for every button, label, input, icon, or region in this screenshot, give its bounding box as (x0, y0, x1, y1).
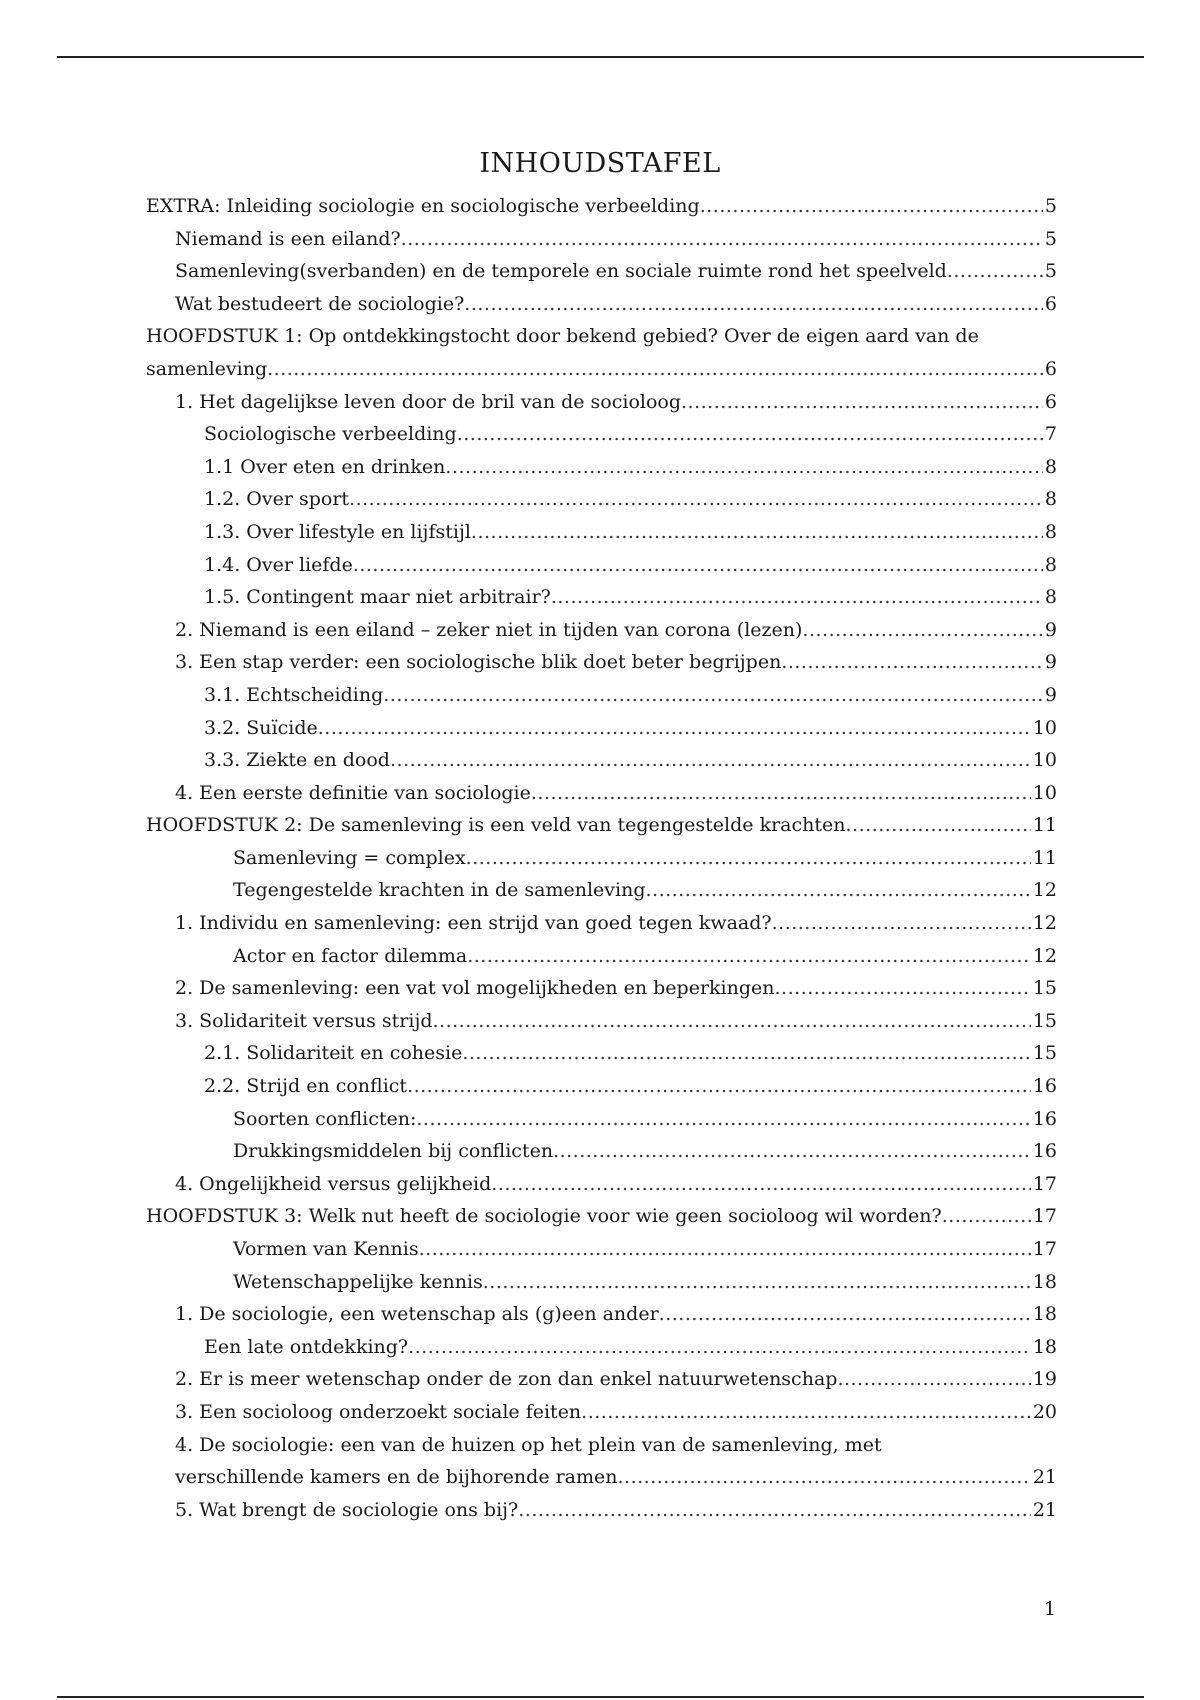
toc-page-number: 5 (1043, 255, 1057, 288)
toc-page-number: 10 (1031, 777, 1057, 810)
toc-entry[interactable]: 2. Niemand is een eiland – zeker niet in tijden van corona (lezen) ..... 9 (146, 614, 1057, 647)
page-title: INHOUDSTAFEL (479, 148, 721, 179)
toc-page-number: 19 (1031, 1363, 1057, 1396)
toc-entry[interactable]: Soorten conflicten: ..... 16 (146, 1103, 1057, 1136)
toc-page-number: 18 (1031, 1298, 1057, 1331)
toc-page-number: 8 (1043, 581, 1057, 614)
toc-entry[interactable]: 1.4. Over liefde ..... 8 (146, 549, 1057, 582)
toc-page-number: 16 (1031, 1070, 1057, 1103)
toc-page-number: 5 (1043, 190, 1057, 223)
toc-entry[interactable]: Wat bestudeert de sociologie? ..... 6 (146, 288, 1057, 321)
toc-entry[interactable]: 2. Er is meer wetenschap onder de zon dan enkel natuurwetenschap ..... 19 (146, 1363, 1057, 1396)
toc-page-number: 6 (1043, 288, 1057, 321)
toc-entry[interactable]: 1.2. Over sport ..... 8 (146, 483, 1057, 516)
toc-entry[interactable]: Actor en factor dilemma ..... 12 (146, 940, 1057, 973)
toc-entry[interactable]: Sociologische verbeelding ..... 7 (146, 418, 1057, 451)
toc-page-number: 9 (1043, 646, 1057, 679)
toc-page-number: 21 (1031, 1461, 1057, 1494)
toc-page-number: 11 (1031, 809, 1057, 842)
toc-entry[interactable]: HOOFDSTUK 2: De samenleving is een veld van tegengestelde krachten ..... 11 (146, 809, 1057, 842)
toc-entry[interactable]: 5. Wat brengt de sociologie ons bij? ..... 21 (146, 1494, 1057, 1527)
toc-entry[interactable]: 3.3. Ziekte en dood ..... 10 (146, 744, 1057, 777)
toc-page-number: 15 (1031, 1037, 1057, 1070)
toc-page-number: 18 (1031, 1331, 1057, 1364)
toc-entry[interactable]: 2. De samenleving: een vat vol mogelijkheden en beperkingen ..... 15 (146, 972, 1057, 1005)
toc-page-number: 15 (1031, 972, 1057, 1005)
toc-entry[interactable]: 2.2. Strijd en conflict ..... 16 (146, 1070, 1057, 1103)
toc-entry[interactable]: 3. Solidariteit versus strijd ..... 15 (146, 1005, 1057, 1038)
toc-entry[interactable]: 3. Een stap verder: een sociologische blik doet beter begrijpen ..... 9 (146, 646, 1057, 679)
toc-entry[interactable]: Samenleving = complex ..... 11 (146, 842, 1057, 875)
toc-entry[interactable]: 3.1. Echtscheiding ..... 9 (146, 679, 1057, 712)
toc-page-number: 15 (1031, 1005, 1057, 1038)
toc-entry[interactable]: 1. De sociologie, een wetenschap als (g)een ander ..... 18 (146, 1298, 1057, 1331)
toc-page-number: 12 (1031, 874, 1057, 907)
toc-entry[interactable]: Vormen van Kennis ..... 17 (146, 1233, 1057, 1266)
toc-entry[interactable]: 1.3. Over lifestyle en lijfstijl ..... 8 (146, 516, 1057, 549)
toc-page-number: 17 (1031, 1233, 1057, 1266)
toc-page-number: 7 (1043, 418, 1057, 451)
toc-entry[interactable]: Samenleving(sverbanden) en de temporele en sociale ruimte rond het speelveld ..... 5 (146, 255, 1057, 288)
toc-page-number: 18 (1031, 1266, 1057, 1299)
toc-entry[interactable]: Een late ontdekking? ..... 18 (146, 1331, 1057, 1364)
toc-page-number: 17 (1031, 1168, 1057, 1201)
toc-page-number: 21 (1031, 1494, 1057, 1527)
toc-entry[interactable]: HOOFDSTUK 3: Welk nut heeft de sociologie voor wie geen socioloog wil worden? ..... 17 (146, 1200, 1057, 1233)
toc-entry[interactable]: 3.2. Suïcide ..... 10 (146, 712, 1057, 745)
toc-page-number: 8 (1043, 549, 1057, 582)
toc-entry[interactable]: 4. Ongelijkheid versus gelijkheid ..... 17 (146, 1168, 1057, 1201)
toc-page-number: 9 (1043, 679, 1057, 712)
toc-entry[interactable]: 4. Een eerste definitie van sociologie ..... 10 (146, 777, 1057, 810)
toc-page-number: 20 (1031, 1396, 1057, 1429)
page-number: 1 (1043, 1598, 1056, 1620)
table-of-contents (146, 190, 1057, 1526)
toc-page-number: 9 (1043, 614, 1057, 647)
toc-entry[interactable]: Niemand is een eiland? ..... 5 (146, 223, 1057, 256)
toc-page-number: 12 (1031, 907, 1057, 940)
toc-entry[interactable]: 1. Individu en samenleving: een strijd van goed tegen kwaad? ..... 12 (146, 907, 1057, 940)
toc-page-number: 8 (1043, 451, 1057, 484)
toc-entry[interactable]: 4. De sociologie: een van de huizen op het plein van de samenleving, met verschillende kamers en de bijhorende ramen ..... 21 (146, 1429, 1057, 1494)
toc-entry[interactable]: EXTRA: Inleiding sociologie en sociologische verbeelding ..... 5 (146, 190, 1057, 223)
toc-page-number: 16 (1031, 1135, 1057, 1168)
toc-entry[interactable]: Drukkingsmiddelen bij conflicten ..... 16 (146, 1135, 1057, 1168)
toc-entry[interactable]: 1.5. Contingent maar niet arbitrair? ..... 8 (146, 581, 1057, 614)
toc-entry[interactable]: 3. Een socioloog onderzoekt sociale feiten ..... 20 (146, 1396, 1057, 1429)
footer-rule (57, 1696, 1144, 1698)
toc-page-number: 11 (1031, 842, 1057, 875)
toc-page-number: 6 (1043, 386, 1057, 419)
toc-entry[interactable]: HOOFDSTUK 1: Op ontdekkingstocht door bekend gebied? Over de eigen aard van de samenleving ..... 6 (146, 320, 1057, 385)
toc-page-number: 16 (1031, 1103, 1057, 1136)
toc-entry[interactable]: Wetenschappelijke kennis ..... 18 (146, 1266, 1057, 1299)
toc-entry[interactable]: 2.1. Solidariteit en cohesie ..... 15 (146, 1037, 1057, 1070)
toc-page-number: 17 (1031, 1200, 1057, 1233)
toc-page-number: 12 (1031, 940, 1057, 973)
toc-page-number: 6 (1043, 353, 1057, 386)
toc-entry[interactable]: Tegengestelde krachten in de samenleving ..... 12 (146, 874, 1057, 907)
toc-entry[interactable]: 1.1 Over eten en drinken ..... 8 (146, 451, 1057, 484)
toc-page-number: 8 (1043, 516, 1057, 549)
toc-page-number: 10 (1031, 744, 1057, 777)
toc-page-number: 8 (1043, 483, 1057, 516)
toc-page-number: 5 (1043, 223, 1057, 256)
toc-page-number: 10 (1031, 712, 1057, 745)
toc-entry[interactable]: 1. Het dagelijkse leven door de bril van de socioloog ..... 6 (146, 386, 1057, 419)
header-rule (57, 56, 1144, 58)
